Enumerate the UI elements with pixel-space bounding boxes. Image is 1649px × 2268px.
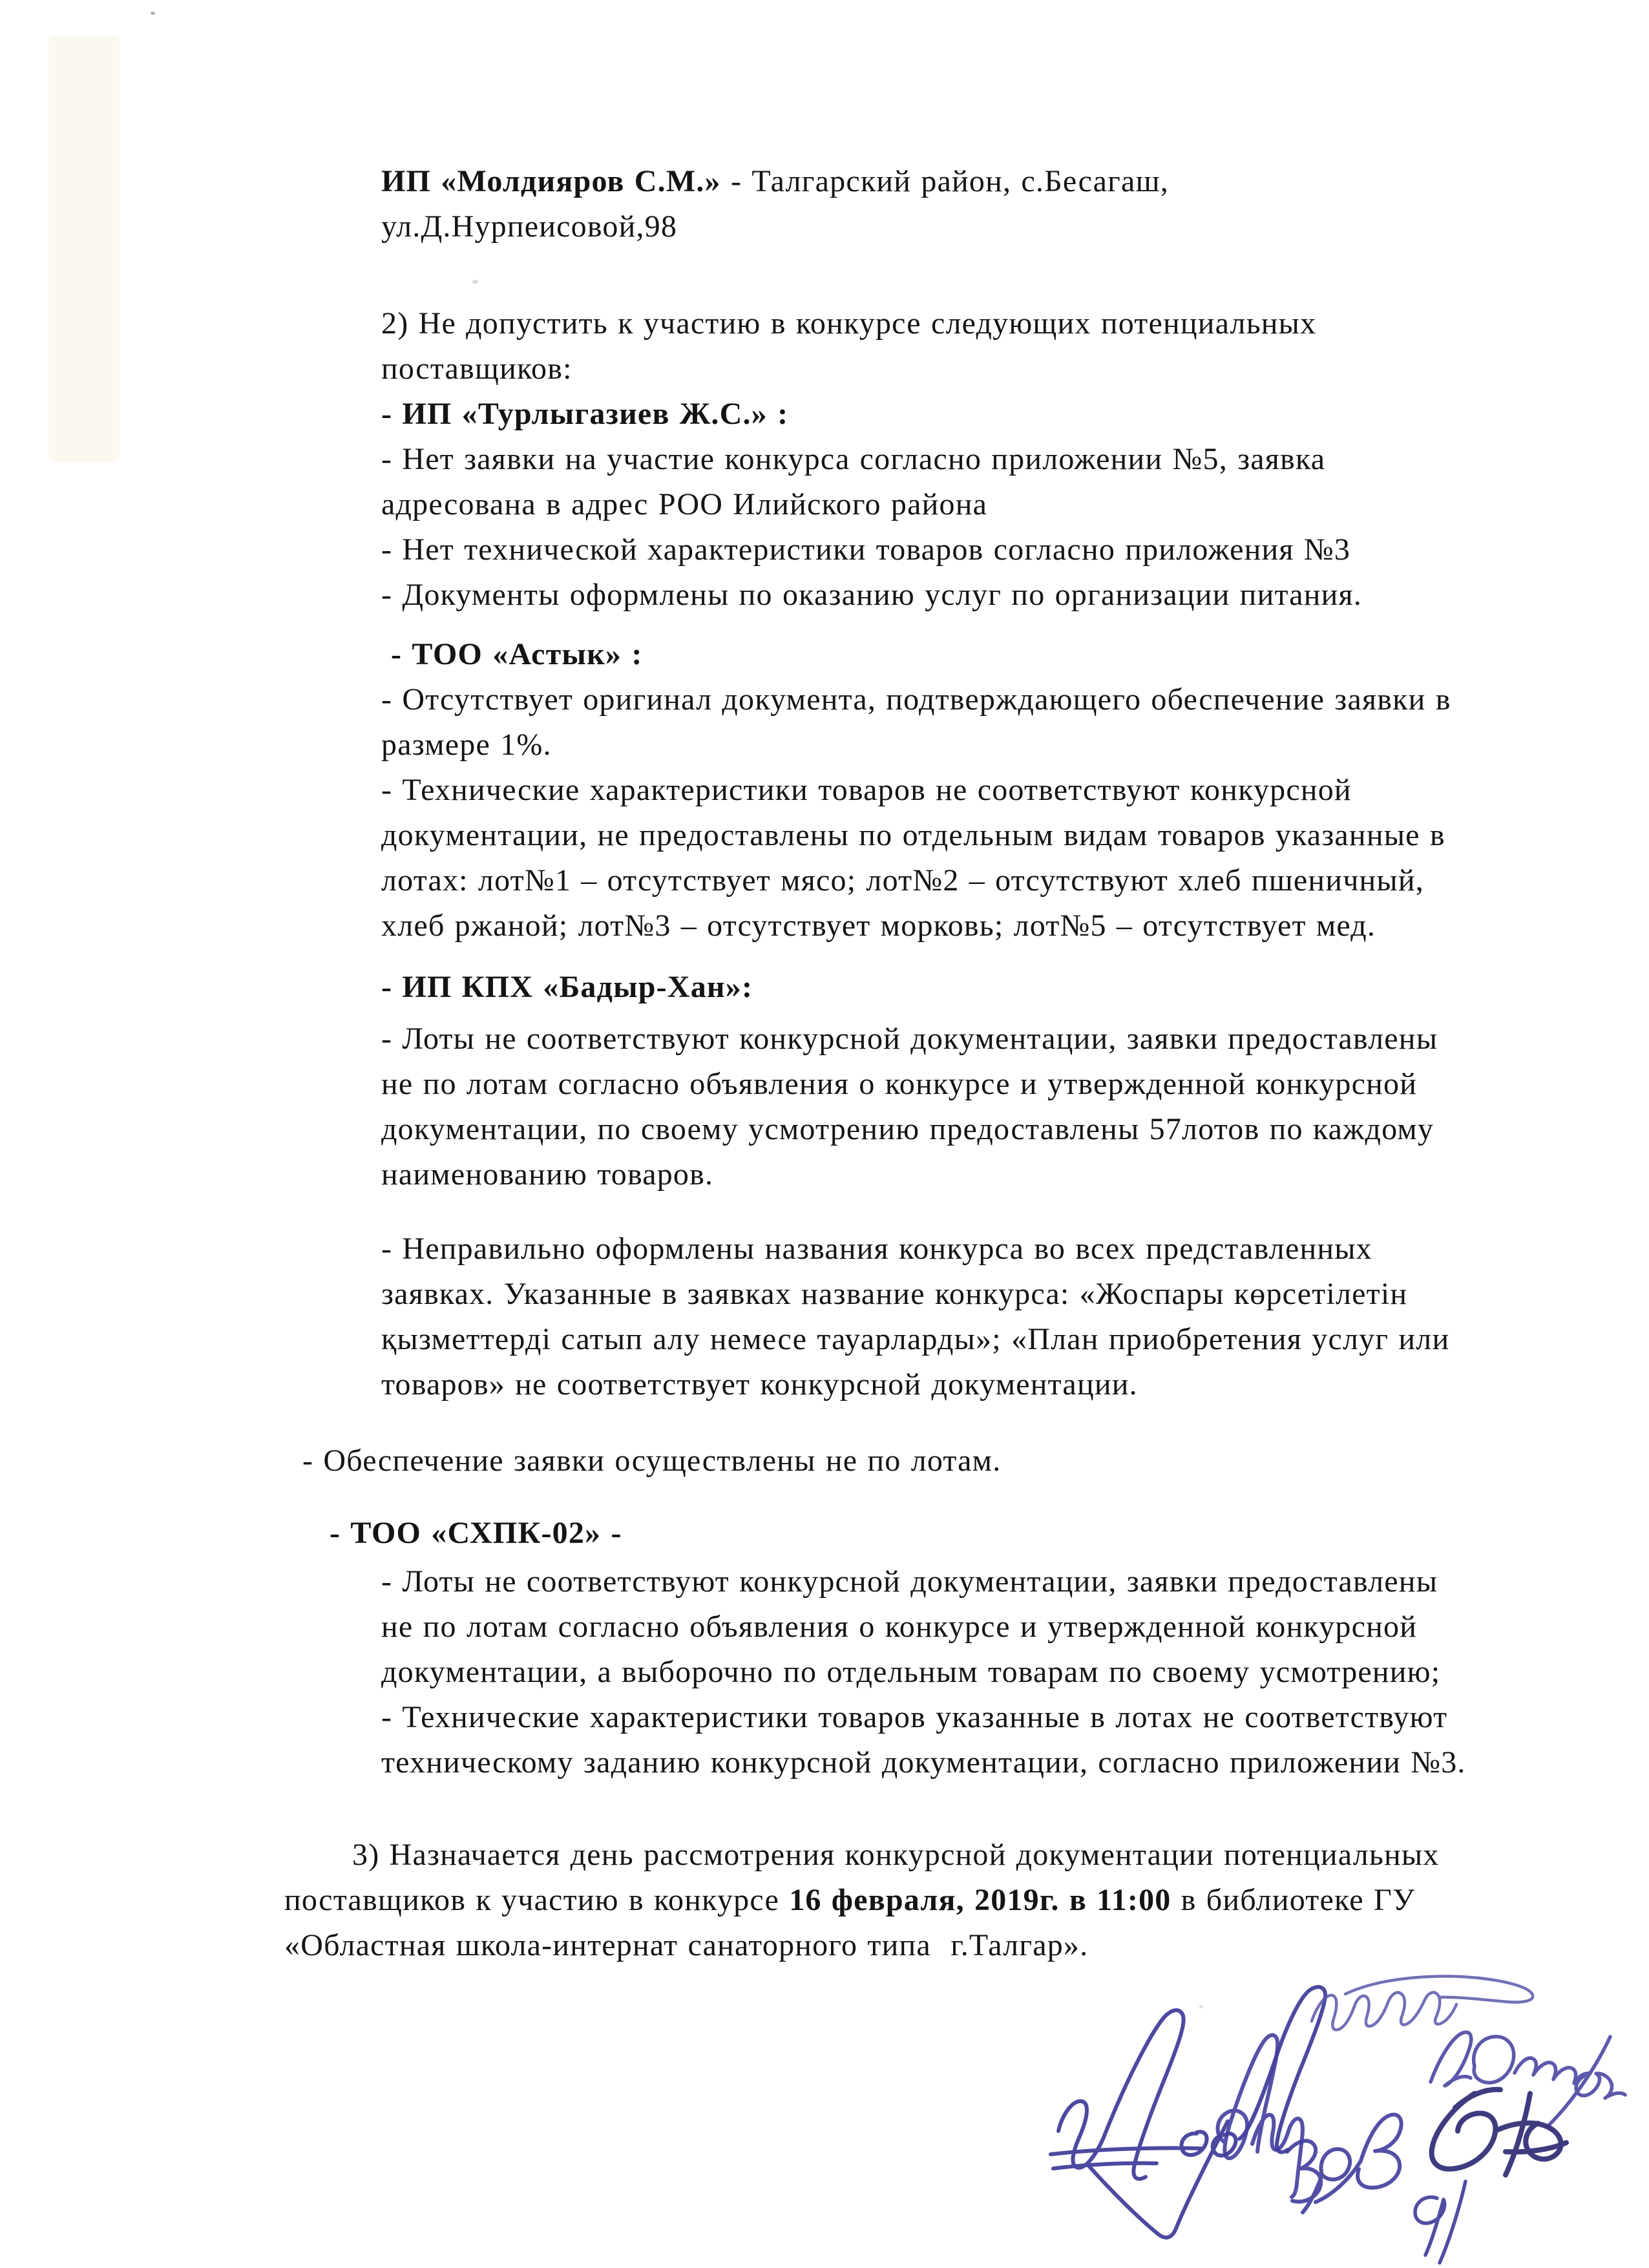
handwritten-signature-2 (1218, 2035, 1303, 2197)
bold-text-segment: - ТОО «СХПК-02» - (330, 1516, 622, 1550)
text-segment: қызметтерді сатып алу немесе тауарларды»; «План приобретения услуг или (381, 1322, 1450, 1356)
handwritten-signature-1 (1051, 1987, 1325, 2238)
text-segment: в библиотеке ГУ (1171, 1883, 1416, 1917)
text-segment: документации, по своему усмотрению предоставлены 57лотов по каждому (381, 1112, 1434, 1146)
text-segment: - Неправильно оформлены названия конкурса во всех представленных (381, 1232, 1372, 1266)
text-segment: - Технические характеристики товаров не соответствуют конкурсной (381, 773, 1352, 807)
text-segment: - Талгарский район, с.Бесагаш, (720, 164, 1169, 198)
text-segment: наименованию товаров. (381, 1157, 714, 1192)
handwritten-signature-6 (1432, 2090, 1566, 2175)
bold-text-segment: - ТОО «Астык» : (391, 637, 643, 671)
text-segment: поставщиков: (381, 352, 572, 386)
text-segment: - Обеспечение заявки осуществлены не по лотам. (302, 1444, 1002, 1478)
text-segment: лотах: лот№1 – отсутствует мясо; лот№2 – отсутствуют хлеб пшеничный, (381, 863, 1424, 898)
text-segment: заявках. Указанные в заявках название конкурса: «Жоспары көрсетілетін (381, 1277, 1408, 1311)
text-segment: - Отсутствует оригинал документа, подтверждающего обеспечение заявки в (381, 682, 1451, 717)
text-segment: - Технические характеристики товаров указанные в лотах не соответствуют (381, 1700, 1448, 1734)
text-segment: - Лоты не соответствуют конкурсной документации, заявки предоставлены (381, 1564, 1438, 1599)
text-segment: 2) Не допустить к участию в конкурсе следующих потенциальных (381, 306, 1317, 341)
text-segment: - Лоты не соответствуют конкурсной документации, заявки предоставлены (381, 1022, 1438, 1056)
text-segment: - Нет технической характеристики товаров согласно приложения №3 (381, 532, 1351, 567)
text-segment: товаров» не соответствует конкурсной документации. (381, 1367, 1138, 1402)
text-segment: 3) Назначается день рассмотрения конкурсной документации потенциальных (352, 1838, 1440, 1872)
text-segment: поставщиков к участию в конкурсе (284, 1883, 790, 1917)
bold-text-segment: ИП «Молдияров С.М.» (381, 164, 721, 198)
text-segment: не по лотам согласно объявления о конкурсе и утвержденной конкурсной (381, 1067, 1418, 1101)
bold-text-segment: - ИП «Турлыгазиев Ж.С.» : (381, 397, 789, 431)
text-segment: адресована в адрес РОО Илийского района (381, 487, 988, 521)
handwritten-signature-7 (1415, 2181, 1465, 2263)
text-segment: техническому заданию конкурсной документации, согласно приложении №3. (381, 1745, 1466, 1780)
text-segment: документации, а выборочно по отдельным товарам по своему усмотрению; (381, 1655, 1441, 1689)
text-segment: не по лотам согласно объявления о конкурсе и утвержденной конкурсной (381, 1610, 1418, 1644)
text-segment: - Нет заявки на участие конкурса согласно приложении №5, заявка (381, 442, 1326, 476)
bold-text-segment: - ИП КПХ «Бадыр-Хан»: (381, 970, 753, 1004)
handwritten-signature-4 (1312, 1977, 1533, 2030)
text-segment: - Документы оформлены по оказанию услуг по организации питания. (381, 578, 1362, 612)
text-segment: документации, не предоставлены по отдельным видам товаров указанные в (381, 818, 1445, 852)
text-segment: «Областная школа-интернат санаторного типа г.Талгар». (284, 1928, 1089, 1962)
text-segment: размере 1%. (381, 728, 552, 762)
bold-text-segment: 16 февраля, 2019г. в 11:00 (789, 1883, 1171, 1917)
text-segment: ул.Д.Нурпеисовой,98 (381, 209, 678, 244)
text-segment: хлеб ржаной; лот№3 – отсутствует морковь; лот№5 – отсутствует мед. (381, 908, 1376, 943)
